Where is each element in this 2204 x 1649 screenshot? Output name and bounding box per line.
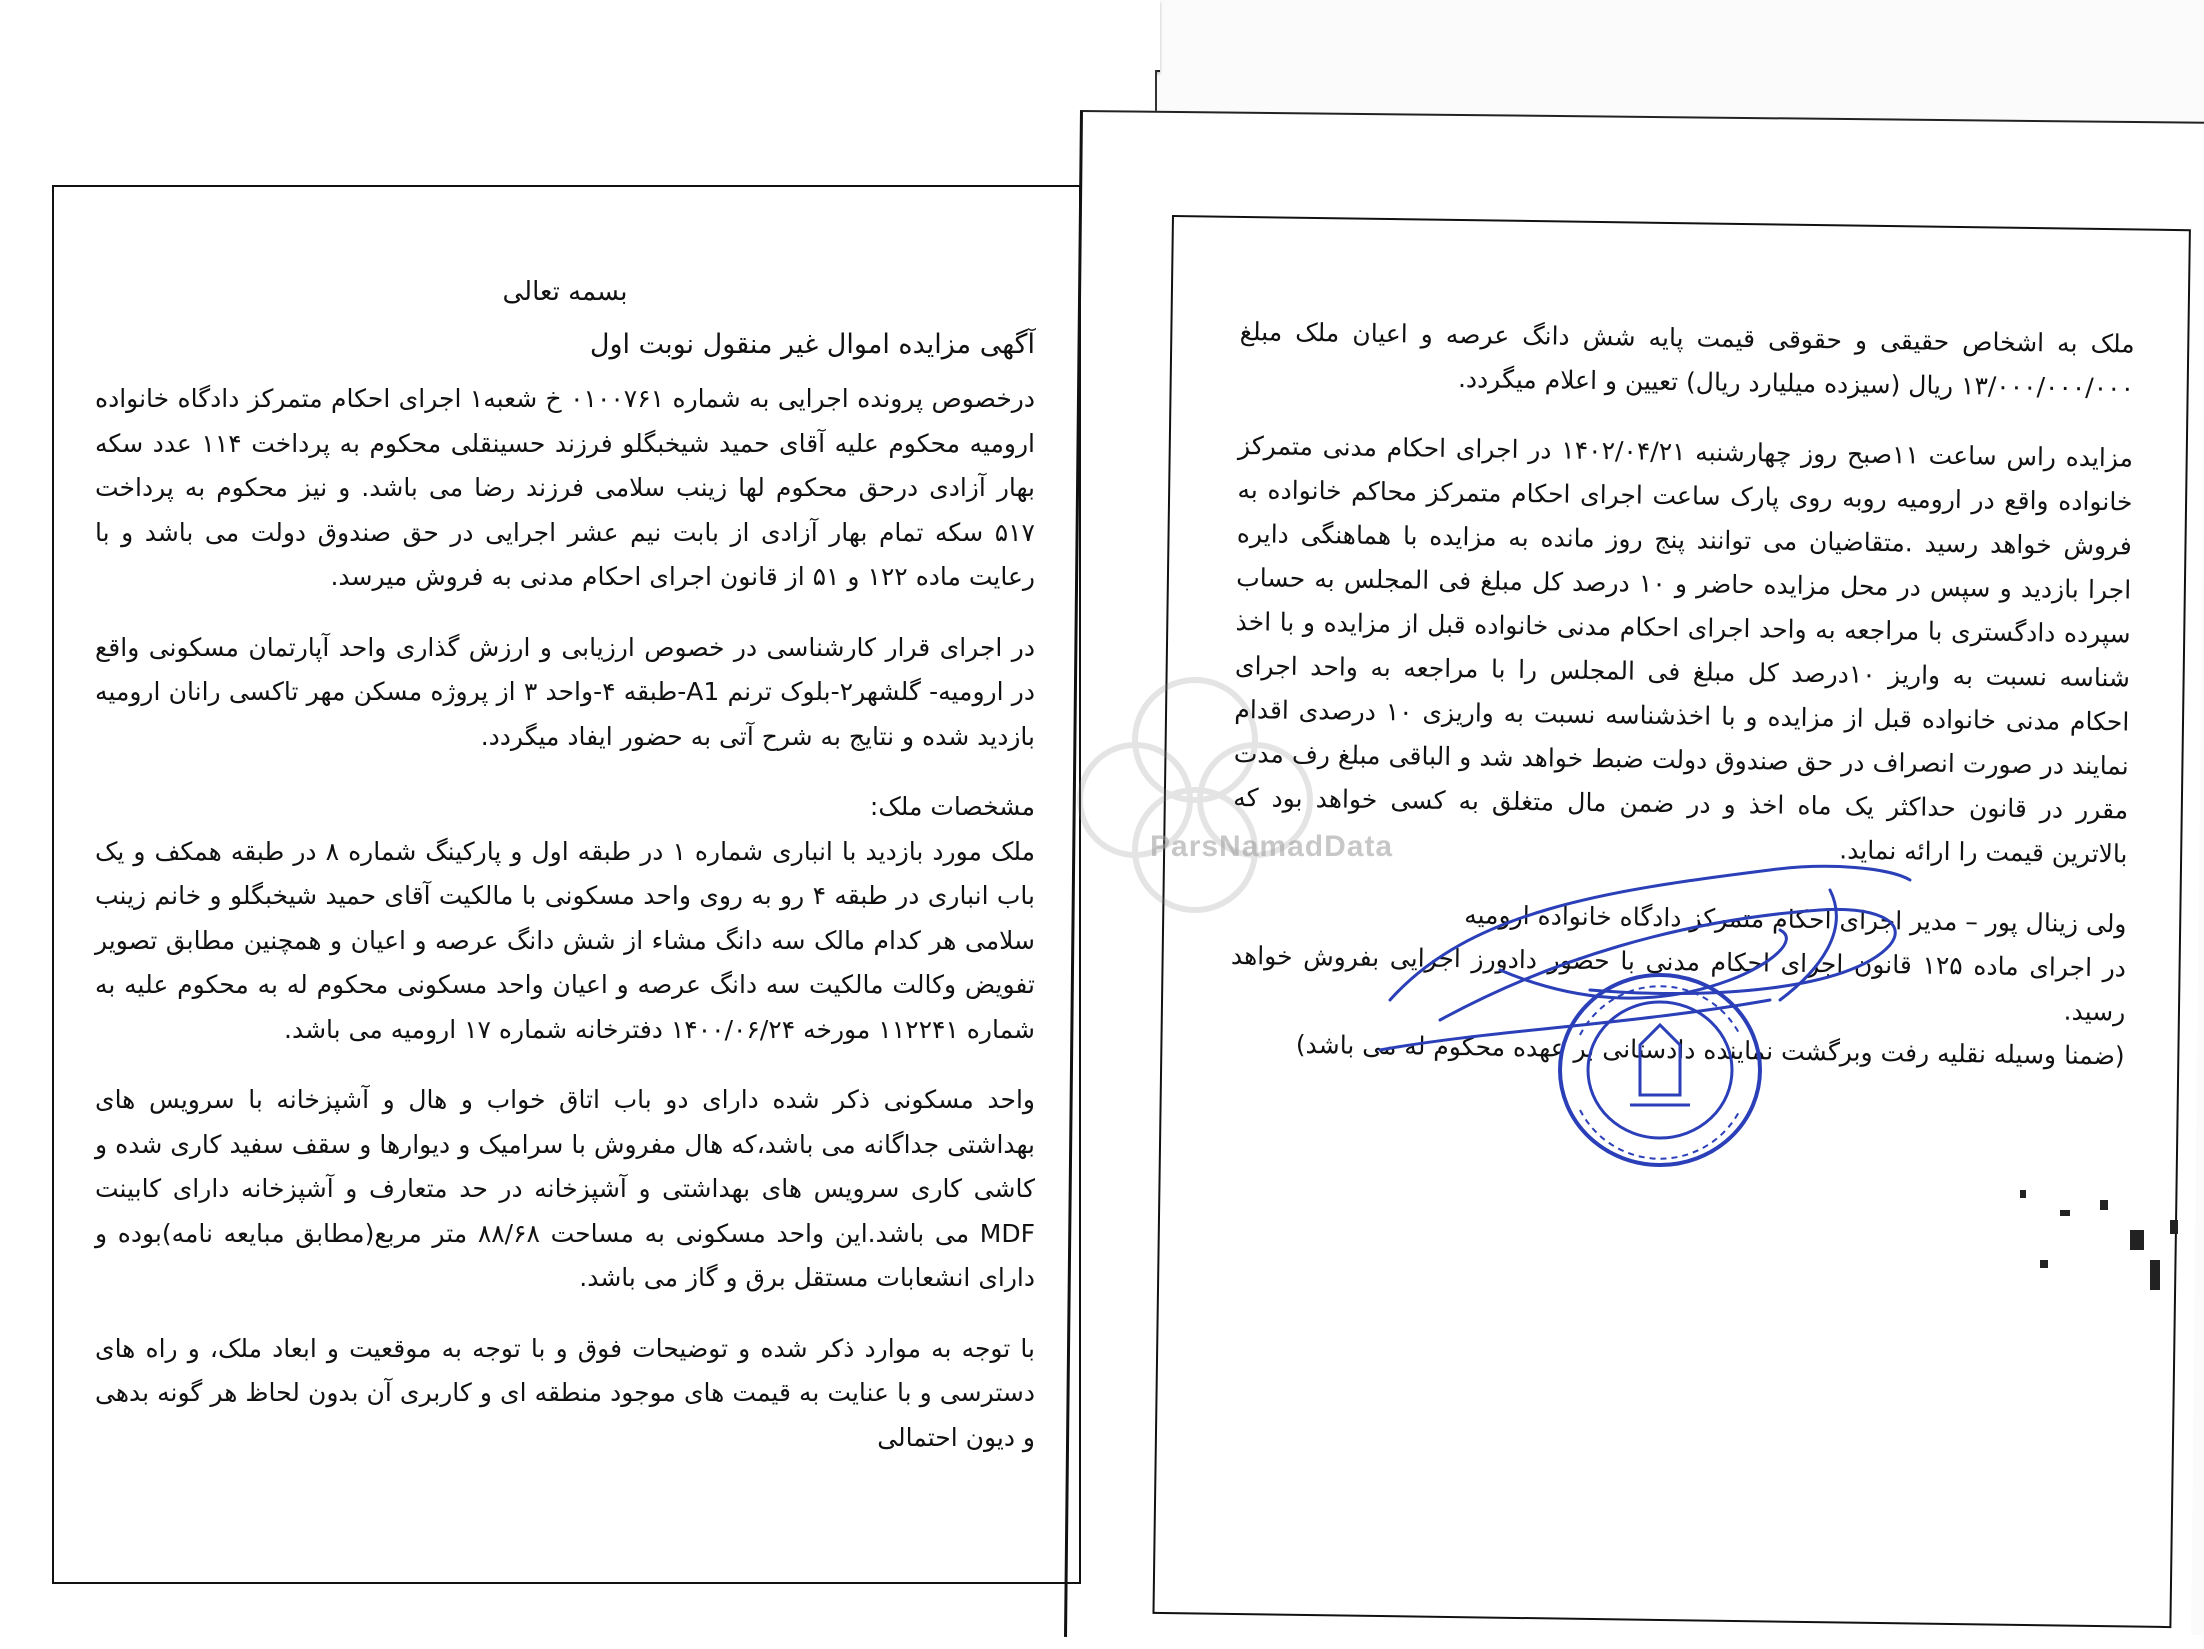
case-paragraph: درخصوص پرونده اجرایی به شماره ۰۱۰۰۷۶۱ خ شعبه۱ اجرای احکام متمرکز دادگاه خانواده ارومیه محکوم علیه آقای حمید شیخبگلو فرزند حسینقلی محکوم به پرداخت ۱۱۴ عدد سکه بهار آزادی درحق محکوم لها زینب سلامی فرزند رضا می باشد. و نیز محکوم به پرداخت ۵۱۷ سکه تمام بهار آزادی از بابت نیم عشر اجرایی در حق صندوق دولت می باشد و با رعایت ماده ۱۲۲ و ۵۱ از قانون اجرای احکام مدنی به فروش میرسد. bbox=[95, 384, 1035, 591]
top-paper-edge bbox=[0, 0, 1160, 72]
specs-label: مشخصات ملک: bbox=[869, 792, 1035, 821]
base-price-paragraph: ملک به اشخاص حقیقی و حقوقی قیمت پایه شش دانگ عرصه و اعیان ملک مبلغ ۱۳/۰۰۰/۰۰۰/۰۰۰ ریال (سیزده میلیارد ریال) تعیین و اعلام میگردد. bbox=[1239, 316, 2135, 403]
page-heading: بسمه تعالی bbox=[502, 277, 628, 307]
valuation-paragraph: با توجه به موارد ذکر شده و توضیحات فوق و با توجه به موقعیت و ابعاد ملک، و راه های دسترسی و با عنایت به قیمت های موجود منطقه ای و کاربری آن بدون لحاظ هر گونه بدهی و دیون احتمالی bbox=[95, 1333, 1035, 1452]
scan-noise-mark bbox=[2000, 1170, 2200, 1330]
official-stamp-icon bbox=[1550, 965, 1770, 1175]
expert-paragraph: در اجرای قرار کارشناسی در خصوص ارزیابی و ارزش گذاری واحد آپارتمان مسکونی واقع در ارومیه- گلشهر۲-بلوک ترنم A1-طبقه ۴-واحد ۳ از پروژه مسکن مهر تاکسی رانان ارومیه بازدید شده و نتایج به شرح آتی به حضور ایفاد میگردد. bbox=[95, 632, 1035, 751]
unit-description-paragraph: واحد مسکونی ذکر شده دارای دو باب اتاق خواب و هال و آشپزخانه با سرویس های بهداشتی جداگانه می باشد،که هال مفروش با سرامیک و دیوارها و سقف سفید کاری شده و کاشی کاری سرویس های بهداشتی و آشپزخانه در حد متعارف و آشپزخانه دارای کابینت MDF می باشد.این واحد مسکونی به مساحت ۸۸/۶۸ متر مربع(مطابق مبایعه نامه)بوده و دارای انشعابات مستقل برق و گاز می باشد. bbox=[95, 1085, 1035, 1292]
watermark-brand: ParsNamadData bbox=[1150, 830, 1394, 863]
notice-title: آگهی مزایده اموال غیر منقول نوبت اول bbox=[589, 328, 1035, 360]
auction-details-paragraph: مزایده راس ساعت ۱۱صبح روز چهارشنبه ۱۴۰۲/۰۴/۲۱ در اجرای احکام مدنی متمرکز خانواده واقع در ارومیه روبه روی پارک ساعت اجرای احکام متمرکز محاکم خانواده به فروش خواهد رسید .متقاضیان می توانند پنج روز مانده به مزایده با هماهنگی دایره اجرا بازدید و سپس در محل مزایده حاضر و ۱۰ درصد کل مبلغ فی المجلس به حساب سپرده دادگستری با مراجعه به واحد اجرای احکام مدنی خانواده قبل از مزایده و با اخذ شناسه نسبت به واریز ۱۰درصد کل مبلغ فی المجلس را با مراجعه به واحد اجرای احکام مدنی خانواده قبل از مزایده و با اخذشناسه نسبت به واریزی ۱۰ درصدی اقدام نمایند در صورت انصراف در حق صندوق دولت ضبط خواهد شد و الباقی مبلغ رف مدت مقرر در قانون حداکثر یک ماه اخذ و در ضمن مال متغلق به کسی خواهد بود که بالاترین قیمت را ارائه نماید. bbox=[1232, 430, 2134, 869]
transport-note-line: (ضمنا وسیله نقلیه رفت وبرگشت نماینده دادستانی بر عهده محکوم له می باشد) bbox=[1295, 1029, 2125, 1071]
manager-signature-line: ولی زینال پور – مدیر اجرای احکام متمرکز دادگاه خانواده ارومیه bbox=[1464, 900, 2127, 939]
article-125-line: در اجرای ماده ۱۲۵ قانون اجرای احکام مدنی با حضور دادورز اجرایی بفروش خواهد رسید. bbox=[1230, 940, 2127, 1027]
left-page-content bbox=[95, 270, 1035, 1486]
property-paragraph: ملک مورد بازدید با انباری شماره ۱ در طبقه اول و پارکینگ شماره ۸ در طبقه همکف و یک باب انباری در طبقه ۴ رو به روی واحد مسکونی با مالکیت آقای حمید شیخبگلو و خانم زینب سلامی هر کدام مالک سه دانگ مشاء از شش دانگ عرصه و اعیان و همچنین مطابق تصویر تفویض وکالت مالکیت سه دانگ عرصه و اعیان واحد مسکونی محکوم له به محکوم علیه به شماره ۱۱۲۲۴۱ مورخه ۱۴۰۰/۰۶/۲۴ دفترخانه شماره ۱۷ ارومیه می باشد. bbox=[95, 836, 1035, 1044]
